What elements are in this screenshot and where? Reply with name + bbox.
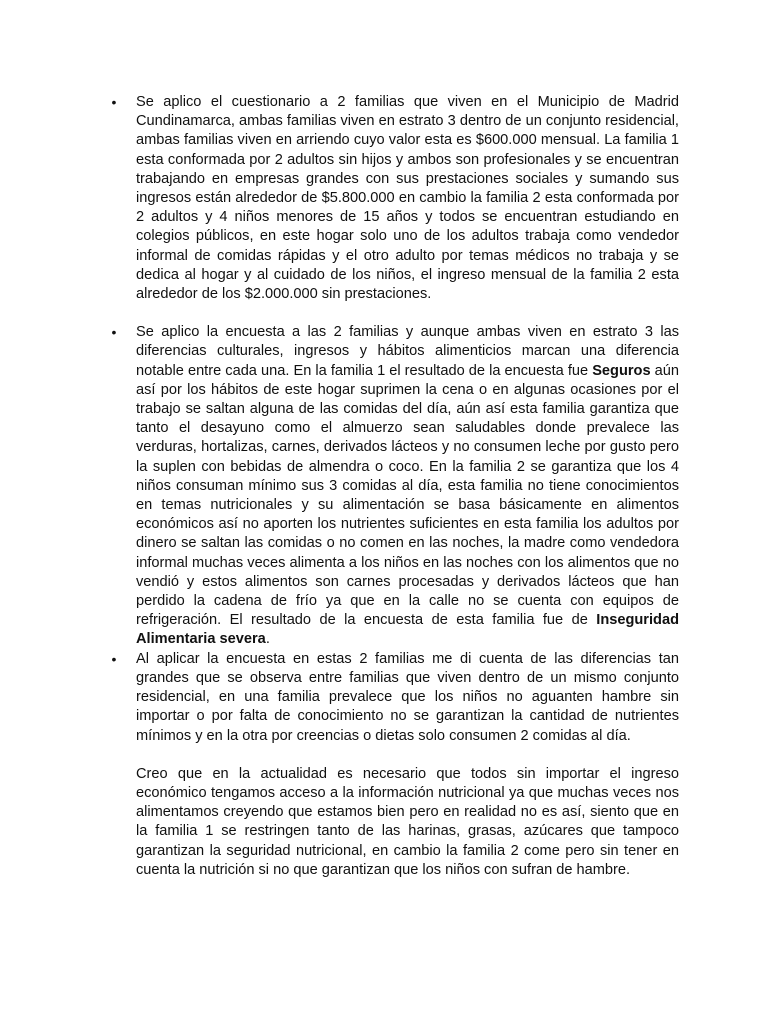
bullet-list bbox=[108, 93, 679, 880]
bullet-icon: • bbox=[111, 324, 117, 341]
list-item-survey-description bbox=[108, 93, 679, 304]
paragraph-continuation: Creo que en la actualidad es necesario que todos sin importar el ingreso económico tengamos acceso a la información nutricional ya que muchas veces nos alimentamos creyendo que estamos bien pero en realidad no es así, siento que en la familia 1 se restringen tanto de las harinas, grasas, azúcares que tampoco garantizan la seguridad nutricional, en cambio la familia 2 come pero sin tener en cuenta la nutrición si no que garantizan que los niños con sufran de hambre. bbox=[136, 765, 679, 878]
text-segment: Se aplico la encuesta a las 2 familias y aunque ambas viven en estrato 3 las diferencias culturales, ingresos y hábitos alimenticios marcan una diferencia notable entre cada una. En la familia 1 el resultado de la encuesta fue bbox=[136, 324, 679, 379]
list-item-survey-results bbox=[108, 323, 679, 649]
paragraph-text: Al aplicar la encuesta en estas 2 familias me di cuenta de las diferencias tan grandes que se observa entre familias que viven dentro de un mismo conjunto residencial, en una familia prevalece que los niños no aguanten hambre sin importar o por falta de conocimiento no se garantizan la cantidad de nutrientes mínimos y en la otra por creencias o dietas solo consumen 2 comidas al día. bbox=[136, 650, 679, 744]
bold-result-family-1: Seguros bbox=[592, 362, 651, 379]
bold-result-family-2: Inseguridad Alimentaria severa bbox=[136, 612, 679, 648]
paragraph-text: Se aplico el cuestionario a 2 familias que viven en el Municipio de Madrid Cundinamarca, ambas familias viven en estrato 3 dentro de un conjunto residencial, ambas familias viven en arriendo cuyo valor esta es $600.000 mensual. La familia 1 esta conformada por 2 adultos sin hijos y ambos son profesionales y se encuentran trabajando en empresas grandes con sus prestaciones sociales y sumando sus ingresos están alrededor de $5.800.000 en cambio la familia 2 esta conformada por 2 adultos y 4 niños menores de 15 años y todos se encuentran estudiando en colegios públicos, en este hogar solo uno de los adultos trabaja como vendedor informal de comidas rápidas y el otro adulto por temas médicos no trabaja y se dedica al hogar y al cuidado de los niños, el ingreso mensual de la familia 2 esta alrededor de los $2.000.000 sin prestaciones. bbox=[136, 94, 679, 303]
list-item-conclusion bbox=[108, 650, 679, 880]
bullet-icon: • bbox=[111, 94, 117, 110]
paragraph-text bbox=[136, 323, 679, 649]
text-segment: . bbox=[265, 631, 270, 648]
text-segment: aún así por los hábitos de este hogar suprimen la cena o en algunas ocasiones por el trabajo se saltan alguna de las comidas del día, aún así esta familia garantiza que tanto el desayuno como el almuerzo sean saludables donde prevalece las verduras, hortalizas, carnes, derivados lácteos y no consumen leche por gusto pero la suplen con bebidas de almendra o coco. En la familia 2 se garantiza que los 4 niños consuman mínimo sus 3 comidas al día, esta familia no tiene conocimientos en temas nutricionales y su alimentación se basa básicamente en alimentos económicos así no aporten los nutrientes suficientes en esta familia los adultos por dinero se saltan las comidas o no comen en las noches, la madre como vendedora informal muchas veces alimenta a los niños en las noches con los alimentos que no vendió y estos alimentos son carnes procesadas y derivados lácteos que han perdido la cadena de frío ya que en la calle no se cuenta con equipos de refrigeración. El resultado de la encuesta de esta familia fue de bbox=[136, 362, 679, 629]
bullet-icon: • bbox=[111, 650, 117, 667]
